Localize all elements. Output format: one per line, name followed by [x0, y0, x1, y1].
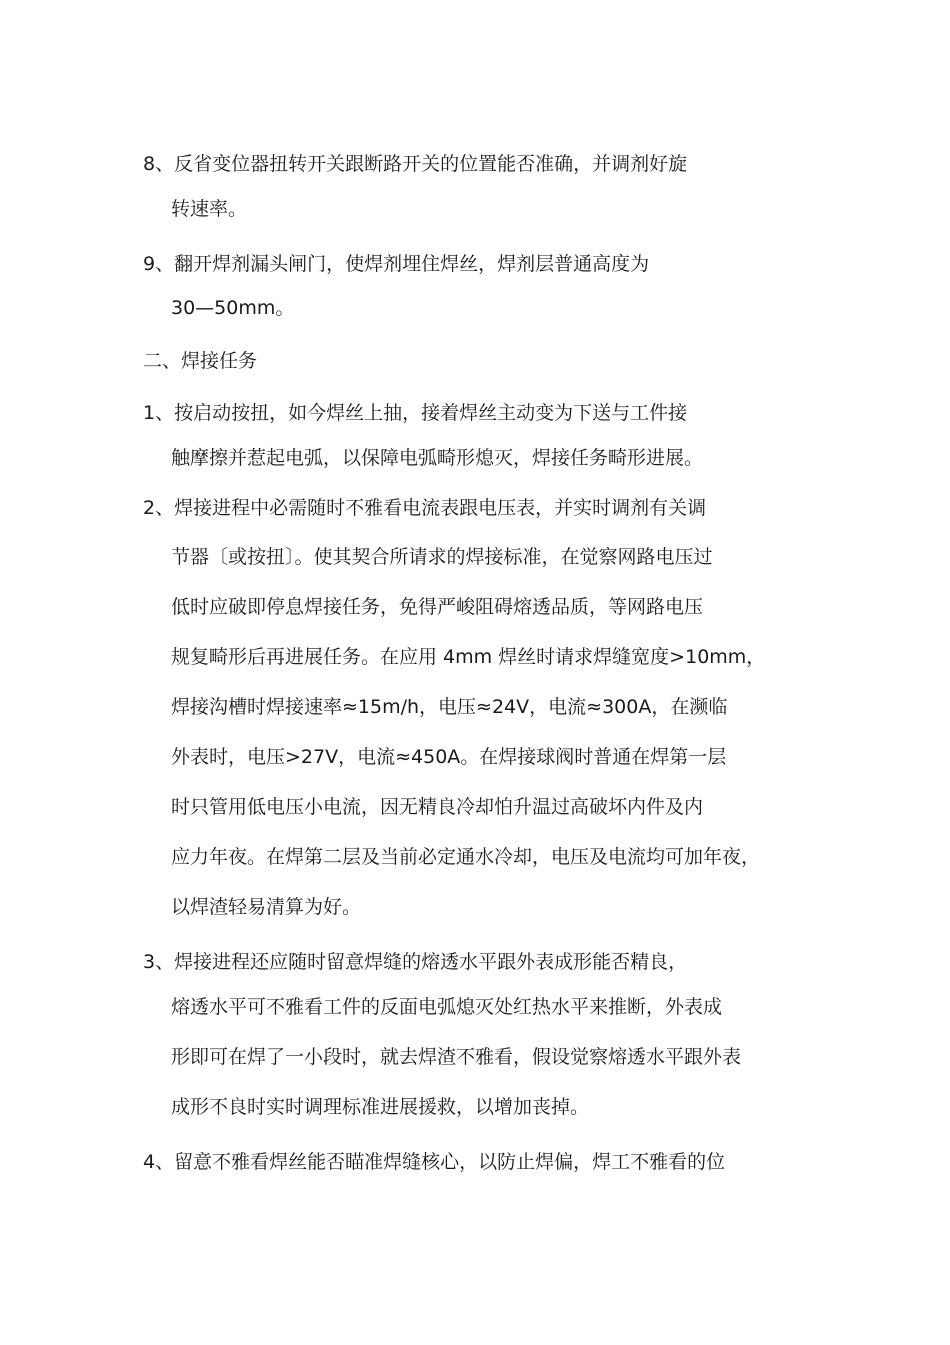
item-8-line-1: 8、反省变位器扭转开关跟断路开关的位置能否准确，并调剂好旋 — [143, 153, 688, 175]
item-9-line-1: 9、翻开焊剂漏头闸门，使焊剂埋住焊丝，焊剂层普通高度为 — [143, 253, 650, 275]
item-8-line-2: 转速率。 — [171, 198, 248, 220]
step-2-line-2: 节器〔或按扭〕。使其契合所请求的焊接标准，在觉察网路电压过 — [171, 546, 713, 568]
step-2-line-3: 低时应破即停息焊接任务，免得严峻阻碍熔透品质，等网路电压 — [171, 596, 704, 618]
step-3-line-4: 成形不良时实时调理标准进展援救，以增加丧掉。 — [171, 1096, 590, 1118]
step-1-line-2: 触摩擦并惹起电弧，以保障电弧畸形熄灭，焊接任务畸形进展。 — [171, 447, 704, 469]
step-4-line-1: 4、留意不雅看焊丝能否瞄准焊缝核心，以防止焊偏，焊工不雅看的位 — [143, 1151, 726, 1173]
step-2-line-5: 焊接沟槽时焊接速率≈15m/h，电压≈24V，电流≈300A，在濒临 — [171, 696, 728, 718]
step-2-line-9: 以焊渣轻易清算为好。 — [171, 896, 362, 918]
step-1-line-1: 1、按启动按扭，如今焊丝上抽，接着焊丝主动变为下送与工件接 — [143, 402, 688, 424]
step-3-line-3: 形即可在焊了一小段时，就去焊渣不雅看，假设觉察熔透水平跟外表 — [171, 1046, 742, 1068]
step-2-line-6: 外表时，电压>27V，电流≈450A。在焊接球阀时普通在焊第一层 — [171, 746, 727, 768]
step-2-line-1: 2、焊接进程中必需随时不雅看电流表跟电压表，并实时调剂有关调 — [143, 497, 707, 519]
section-heading: 二、焊接任务 — [143, 350, 258, 372]
step-2-line-8: 应力年夜。在焊第二层及当前必定通水冷却，电压及电流均可加年夜， — [171, 846, 761, 868]
step-2-line-7: 时只管用低电压小电流，因无精良冷却怕升温过高破坏内件及内 — [171, 796, 704, 818]
step-2-line-4: 规复畸形后再进展任务。在应用 4mm 焊丝时请求焊缝宽度>10mm， — [171, 646, 766, 668]
item-9-line-2: 30—50mm。 — [171, 297, 295, 319]
step-3-line-2: 熔透水平可不雅看工件的反面电弧熄灭处红热水平来推断，外表成 — [171, 996, 723, 1018]
step-3-line-1: 3、焊接进程还应随时留意焊缝的熔透水平跟外表成形能否精良， — [143, 951, 688, 973]
